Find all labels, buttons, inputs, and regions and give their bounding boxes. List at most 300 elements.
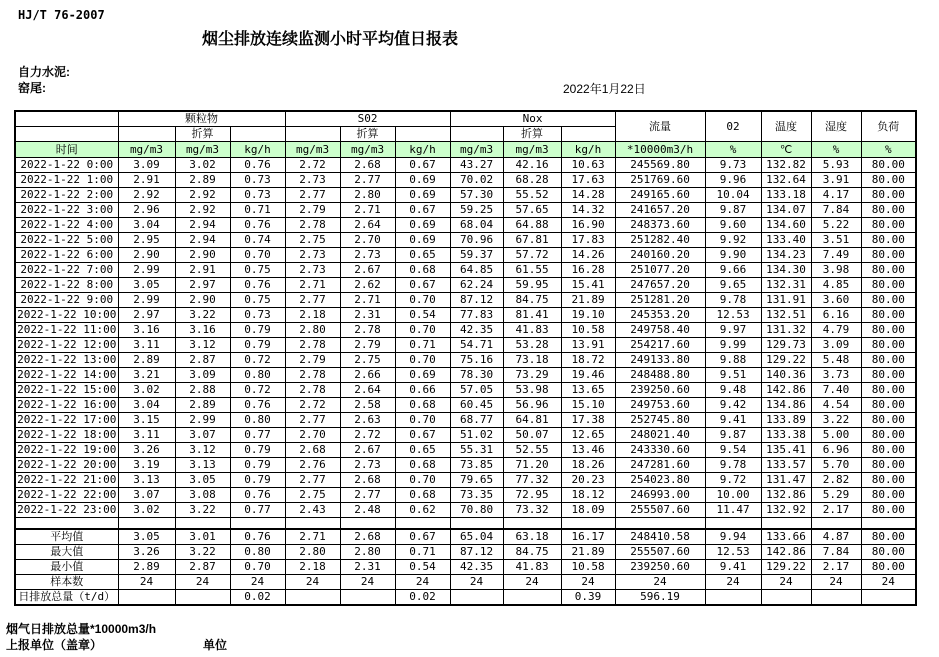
value-cell: 9.72 <box>705 473 761 488</box>
value-cell: 2.97 <box>175 278 230 293</box>
table-row <box>15 203 916 218</box>
value-cell: 80.00 <box>861 503 916 518</box>
value-cell: 254023.80 <box>615 473 705 488</box>
value-cell: 24 <box>395 575 450 590</box>
value-cell: 2.79 <box>340 338 395 353</box>
value-cell: 9.88 <box>705 353 761 368</box>
value-cell: 16.17 <box>561 529 615 545</box>
value-cell: 3.13 <box>118 473 175 488</box>
value-cell: 14.28 <box>561 188 615 203</box>
value-cell: 0.75 <box>230 263 285 278</box>
time-cell: 2022-1-22 3:00 <box>15 203 118 218</box>
value-cell: 13.91 <box>561 338 615 353</box>
value-cell: 2.17 <box>811 560 861 575</box>
value-cell: 20.23 <box>561 473 615 488</box>
time-cell: 2022-1-22 1:00 <box>15 173 118 188</box>
value-cell: 68.77 <box>450 413 503 428</box>
table-row <box>15 158 916 173</box>
table-row <box>15 188 916 203</box>
value-cell: 2.73 <box>285 248 340 263</box>
value-cell: 80.00 <box>861 308 916 323</box>
value-cell: 7.84 <box>811 545 861 560</box>
value-cell: 9.94 <box>705 529 761 545</box>
value-cell: 77.83 <box>450 308 503 323</box>
value-cell: 251282.40 <box>615 233 705 248</box>
value-cell: 0.73 <box>230 188 285 203</box>
value-cell: 3.02 <box>175 158 230 173</box>
empty-cell <box>615 518 705 530</box>
value-cell: 2.73 <box>285 263 340 278</box>
value-cell: 134.07 <box>761 203 811 218</box>
group-particulate: 颗粒物 <box>118 111 285 127</box>
value-cell: 2.90 <box>118 248 175 263</box>
value-cell: 140.36 <box>761 368 811 383</box>
value-cell: 2.87 <box>175 560 230 575</box>
value-cell: 3.05 <box>118 278 175 293</box>
value-cell: 2.68 <box>285 443 340 458</box>
value-cell: 0.76 <box>230 158 285 173</box>
table-row <box>15 248 916 263</box>
value-cell: 0.67 <box>395 529 450 545</box>
unit-cell: mg/m3 <box>340 142 395 158</box>
standard-number: HJ/T 76-2007 <box>18 8 105 22</box>
unit-cell: kg/h <box>395 142 450 158</box>
value-cell: 0.72 <box>230 353 285 368</box>
value-cell: 0.69 <box>395 368 450 383</box>
value-cell: 19.10 <box>561 308 615 323</box>
value-cell: 80.00 <box>861 545 916 560</box>
value-cell: 80.00 <box>861 443 916 458</box>
group-so2: S02 <box>285 111 450 127</box>
value-cell: 2.79 <box>285 353 340 368</box>
value-cell: 3.22 <box>175 545 230 560</box>
value-cell: 3.05 <box>175 473 230 488</box>
empty-cell <box>15 111 118 127</box>
value-cell: 0.75 <box>230 293 285 308</box>
value-cell: 0.68 <box>395 488 450 503</box>
value-cell: 0.77 <box>230 428 285 443</box>
value-cell: 2.31 <box>340 560 395 575</box>
value-cell: 9.90 <box>705 248 761 263</box>
unit-cell: mg/m3 <box>175 142 230 158</box>
time-cell: 2022-1-22 11:00 <box>15 323 118 338</box>
value-cell: 18.12 <box>561 488 615 503</box>
value-cell: 131.32 <box>761 323 811 338</box>
value-cell: 41.83 <box>503 560 561 575</box>
value-cell: 80.00 <box>861 218 916 233</box>
value-cell: 2.99 <box>175 413 230 428</box>
value-cell: 10.63 <box>561 158 615 173</box>
value-cell: 134.30 <box>761 263 811 278</box>
value-cell: 132.82 <box>761 158 811 173</box>
value-cell: 134.86 <box>761 398 811 413</box>
unit-cell: kg/h <box>561 142 615 158</box>
report-date: 2022年1月22日 <box>563 82 646 96</box>
value-cell: 131.47 <box>761 473 811 488</box>
value-cell: 0.76 <box>230 488 285 503</box>
value-cell: 2.70 <box>340 233 395 248</box>
value-cell: 9.42 <box>705 398 761 413</box>
value-cell: 248021.40 <box>615 428 705 443</box>
value-cell: 0.79 <box>230 458 285 473</box>
summary-label: 样本数 <box>15 575 118 590</box>
value-cell: 2.66 <box>340 368 395 383</box>
unit-cell: % <box>705 142 761 158</box>
summary-row <box>15 529 916 545</box>
value-cell: 9.41 <box>705 413 761 428</box>
value-cell: 10.04 <box>705 188 761 203</box>
empty-cell <box>285 518 340 530</box>
table-row <box>15 308 916 323</box>
value-cell: 0.68 <box>395 458 450 473</box>
time-cell: 2022-1-22 19:00 <box>15 443 118 458</box>
value-cell: 17.38 <box>561 413 615 428</box>
value-cell: 0.02 <box>230 590 285 606</box>
value-cell: 2.89 <box>118 353 175 368</box>
value-cell <box>175 590 230 606</box>
value-cell: 240160.20 <box>615 248 705 263</box>
unit-cell: *10000m3/h <box>615 142 705 158</box>
value-cell: 2.43 <box>285 503 340 518</box>
value-cell: 6.96 <box>811 443 861 458</box>
value-cell: 16.90 <box>561 218 615 233</box>
value-cell: 2.73 <box>340 458 395 473</box>
value-cell: 64.81 <box>503 413 561 428</box>
value-cell: 2.91 <box>175 263 230 278</box>
table-row <box>15 383 916 398</box>
time-cell: 2022-1-22 14:00 <box>15 368 118 383</box>
table-row <box>15 443 916 458</box>
empty-cell <box>285 127 340 142</box>
value-cell: 3.12 <box>175 443 230 458</box>
value-cell: 3.04 <box>118 218 175 233</box>
summary-row <box>15 575 916 590</box>
value-cell: 2.71 <box>340 293 395 308</box>
value-cell: 2.70 <box>285 428 340 443</box>
value-cell: 79.65 <box>450 473 503 488</box>
value-cell: 0.74 <box>230 233 285 248</box>
value-cell: 0.71 <box>395 545 450 560</box>
value-cell: 57.65 <box>503 203 561 218</box>
value-cell <box>340 590 395 606</box>
value-cell: 0.69 <box>395 218 450 233</box>
value-cell: 2.31 <box>340 308 395 323</box>
subheader-converted: 折算 <box>503 127 561 142</box>
value-cell: 0.62 <box>395 503 450 518</box>
empty-cell <box>705 518 761 530</box>
value-cell: 24 <box>450 575 503 590</box>
value-cell: 60.45 <box>450 398 503 413</box>
value-cell: 16.28 <box>561 263 615 278</box>
value-cell: 4.17 <box>811 188 861 203</box>
unit-cell: mg/m3 <box>118 142 175 158</box>
unit-cell: % <box>861 142 916 158</box>
time-cell: 2022-1-22 9:00 <box>15 293 118 308</box>
value-cell: 0.70 <box>230 248 285 263</box>
value-cell: 245353.20 <box>615 308 705 323</box>
value-cell: 2.68 <box>340 529 395 545</box>
value-cell: 0.70 <box>395 293 450 308</box>
time-cell: 2022-1-22 16:00 <box>15 398 118 413</box>
value-cell: 0.67 <box>395 278 450 293</box>
table-row <box>15 263 916 278</box>
value-cell: 24 <box>230 575 285 590</box>
value-cell: 3.26 <box>118 443 175 458</box>
value-cell: 24 <box>175 575 230 590</box>
value-cell: 0.67 <box>395 428 450 443</box>
value-cell: 3.09 <box>175 368 230 383</box>
value-cell: 53.98 <box>503 383 561 398</box>
value-cell: 24 <box>705 575 761 590</box>
value-cell: 10.58 <box>561 323 615 338</box>
value-cell: 14.26 <box>561 248 615 263</box>
value-cell: 2.67 <box>340 263 395 278</box>
value-cell: 241657.20 <box>615 203 705 218</box>
value-cell: 9.92 <box>705 233 761 248</box>
value-cell: 68.28 <box>503 173 561 188</box>
value-cell: 7.84 <box>811 203 861 218</box>
value-cell: 9.60 <box>705 218 761 233</box>
value-cell: 80.00 <box>861 323 916 338</box>
value-cell: 0.65 <box>395 248 450 263</box>
value-cell: 0.73 <box>230 308 285 323</box>
value-cell: 7.49 <box>811 248 861 263</box>
value-cell: 18.26 <box>561 458 615 473</box>
unit-cell: ℃ <box>761 142 811 158</box>
value-cell: 0.69 <box>395 188 450 203</box>
value-cell: 73.35 <box>450 488 503 503</box>
value-cell <box>118 590 175 606</box>
value-cell: 2.73 <box>285 173 340 188</box>
empty-cell <box>561 127 615 142</box>
empty-cell <box>175 518 230 530</box>
value-cell: 87.12 <box>450 293 503 308</box>
value-cell: 132.31 <box>761 278 811 293</box>
value-cell: 9.87 <box>705 203 761 218</box>
time-cell: 2022-1-22 12:00 <box>15 338 118 353</box>
footer-total-flow-note: 烟气日排放总量*10000m3/h <box>6 622 157 636</box>
table-row <box>15 488 916 503</box>
value-cell: 21.89 <box>561 293 615 308</box>
value-cell: 249165.60 <box>615 188 705 203</box>
value-cell: 17.83 <box>561 233 615 248</box>
value-cell: 0.70 <box>395 323 450 338</box>
value-cell: 10.00 <box>705 488 761 503</box>
value-cell: 3.16 <box>175 323 230 338</box>
value-cell: 14.32 <box>561 203 615 218</box>
value-cell: 19.46 <box>561 368 615 383</box>
subheader-converted: 折算 <box>340 127 395 142</box>
value-cell: 9.97 <box>705 323 761 338</box>
value-cell: 24 <box>811 575 861 590</box>
report-table <box>14 110 917 606</box>
value-cell: 4.85 <box>811 278 861 293</box>
value-cell: 3.98 <box>811 263 861 278</box>
value-cell: 5.70 <box>811 458 861 473</box>
value-cell: 15.41 <box>561 278 615 293</box>
value-cell: 72.95 <box>503 488 561 503</box>
value-cell: 3.09 <box>811 338 861 353</box>
value-cell: 80.00 <box>861 158 916 173</box>
value-cell: 2.71 <box>285 278 340 293</box>
group-nox: Nox <box>450 111 615 127</box>
value-cell: 12.65 <box>561 428 615 443</box>
value-cell: 248488.80 <box>615 368 705 383</box>
value-cell: 80.00 <box>861 248 916 263</box>
value-cell: 0.76 <box>230 529 285 545</box>
company-name: 自力水泥: <box>18 65 70 79</box>
value-cell: 0.79 <box>230 338 285 353</box>
value-cell: 80.00 <box>861 173 916 188</box>
value-cell: 9.96 <box>705 173 761 188</box>
value-cell: 133.66 <box>761 529 811 545</box>
value-cell: 18.72 <box>561 353 615 368</box>
value-cell: 41.83 <box>503 323 561 338</box>
value-cell: 2.67 <box>340 443 395 458</box>
table-row <box>15 338 916 353</box>
value-cell: 251281.20 <box>615 293 705 308</box>
unit-cell: mg/m3 <box>503 142 561 158</box>
value-cell: 2.92 <box>175 188 230 203</box>
value-cell: 57.05 <box>450 383 503 398</box>
value-cell: 80.00 <box>861 203 916 218</box>
value-cell: 2.78 <box>285 368 340 383</box>
value-cell: 2.78 <box>340 323 395 338</box>
header-humidity: 湿度 <box>811 111 861 142</box>
value-cell: 24 <box>285 575 340 590</box>
time-cell: 2022-1-22 2:00 <box>15 188 118 203</box>
value-cell: 24 <box>861 575 916 590</box>
empty-cell <box>15 518 118 530</box>
value-cell: 24 <box>561 575 615 590</box>
value-cell: 12.53 <box>705 545 761 560</box>
value-cell: 2.94 <box>175 218 230 233</box>
hour-rows <box>15 158 916 530</box>
value-cell: 254217.60 <box>615 338 705 353</box>
value-cell: 2.90 <box>175 293 230 308</box>
unit-cell: mg/m3 <box>285 142 340 158</box>
value-cell: 9.65 <box>705 278 761 293</box>
value-cell: 2.68 <box>340 158 395 173</box>
value-cell: 70.02 <box>450 173 503 188</box>
time-cell: 2022-1-22 21:00 <box>15 473 118 488</box>
value-cell: 2.91 <box>118 173 175 188</box>
value-cell: 2.68 <box>340 473 395 488</box>
value-cell: 4.54 <box>811 398 861 413</box>
value-cell: 129.22 <box>761 353 811 368</box>
time-cell: 2022-1-22 17:00 <box>15 413 118 428</box>
value-cell: 133.40 <box>761 233 811 248</box>
value-cell: 2.94 <box>175 233 230 248</box>
value-cell: 3.15 <box>118 413 175 428</box>
value-cell: 2.78 <box>285 383 340 398</box>
value-cell: 42.35 <box>450 323 503 338</box>
value-cell: 61.55 <box>503 263 561 278</box>
value-cell: 2.71 <box>285 529 340 545</box>
value-cell: 80.00 <box>861 458 916 473</box>
value-cell: 2.79 <box>285 203 340 218</box>
value-cell: 0.68 <box>395 263 450 278</box>
value-cell: 3.51 <box>811 233 861 248</box>
time-cell: 2022-1-22 18:00 <box>15 428 118 443</box>
value-cell: 42.35 <box>450 560 503 575</box>
value-cell: 9.66 <box>705 263 761 278</box>
table-row <box>15 398 916 413</box>
value-cell: 129.73 <box>761 338 811 353</box>
value-cell: 2.75 <box>285 233 340 248</box>
value-cell: 142.86 <box>761 383 811 398</box>
table-row <box>15 503 916 518</box>
empty-cell <box>450 518 503 530</box>
value-cell: 3.16 <box>118 323 175 338</box>
value-cell: 246993.00 <box>615 488 705 503</box>
value-cell: 248410.58 <box>615 529 705 545</box>
value-cell: 0.68 <box>395 398 450 413</box>
value-cell <box>503 590 561 606</box>
value-cell: 2.18 <box>285 560 340 575</box>
value-cell: 70.80 <box>450 503 503 518</box>
value-cell: 80.00 <box>861 398 916 413</box>
value-cell: 3.21 <box>118 368 175 383</box>
value-cell: 0.79 <box>230 443 285 458</box>
value-cell: 80.00 <box>861 338 916 353</box>
value-cell: 54.71 <box>450 338 503 353</box>
value-cell: 3.07 <box>118 488 175 503</box>
value-cell: 80.00 <box>861 473 916 488</box>
value-cell: 3.19 <box>118 458 175 473</box>
value-cell: 2.92 <box>118 188 175 203</box>
time-cell: 2022-1-22 5:00 <box>15 233 118 248</box>
value-cell: 0.39 <box>561 590 615 606</box>
value-cell: 3.12 <box>175 338 230 353</box>
value-cell: 3.01 <box>175 529 230 545</box>
value-cell: 59.25 <box>450 203 503 218</box>
value-cell: 24 <box>118 575 175 590</box>
value-cell: 2.62 <box>340 278 395 293</box>
value-cell: 2.76 <box>285 458 340 473</box>
summary-label: 最小值 <box>15 560 118 575</box>
value-cell: 80.00 <box>861 488 916 503</box>
value-cell: 68.04 <box>450 218 503 233</box>
time-cell: 2022-1-22 0:00 <box>15 158 118 173</box>
value-cell: 131.91 <box>761 293 811 308</box>
value-cell: 2.82 <box>811 473 861 488</box>
summary-label: 日排放总量（t/d） <box>15 590 118 606</box>
value-cell: 80.00 <box>861 278 916 293</box>
value-cell: 2.48 <box>340 503 395 518</box>
value-cell: 71.20 <box>503 458 561 473</box>
value-cell: 2.72 <box>285 158 340 173</box>
time-cell: 2022-1-22 15:00 <box>15 383 118 398</box>
value-cell: 80.00 <box>861 233 916 248</box>
value-cell: 3.91 <box>811 173 861 188</box>
value-cell: 2.80 <box>340 545 395 560</box>
value-cell: 5.93 <box>811 158 861 173</box>
value-cell: 132.51 <box>761 308 811 323</box>
value-cell: 73.85 <box>450 458 503 473</box>
value-cell: 247657.20 <box>615 278 705 293</box>
value-cell: 5.00 <box>811 428 861 443</box>
value-cell: 7.40 <box>811 383 861 398</box>
value-cell: 80.00 <box>861 529 916 545</box>
value-cell: 5.22 <box>811 218 861 233</box>
empty-cell <box>861 518 916 530</box>
unit-cell: % <box>811 142 861 158</box>
value-cell: 9.73 <box>705 158 761 173</box>
footer-reporting-unit-label: 上报单位（盖章） <box>6 638 103 652</box>
value-cell: 24 <box>761 575 811 590</box>
empty-cell <box>118 127 175 142</box>
